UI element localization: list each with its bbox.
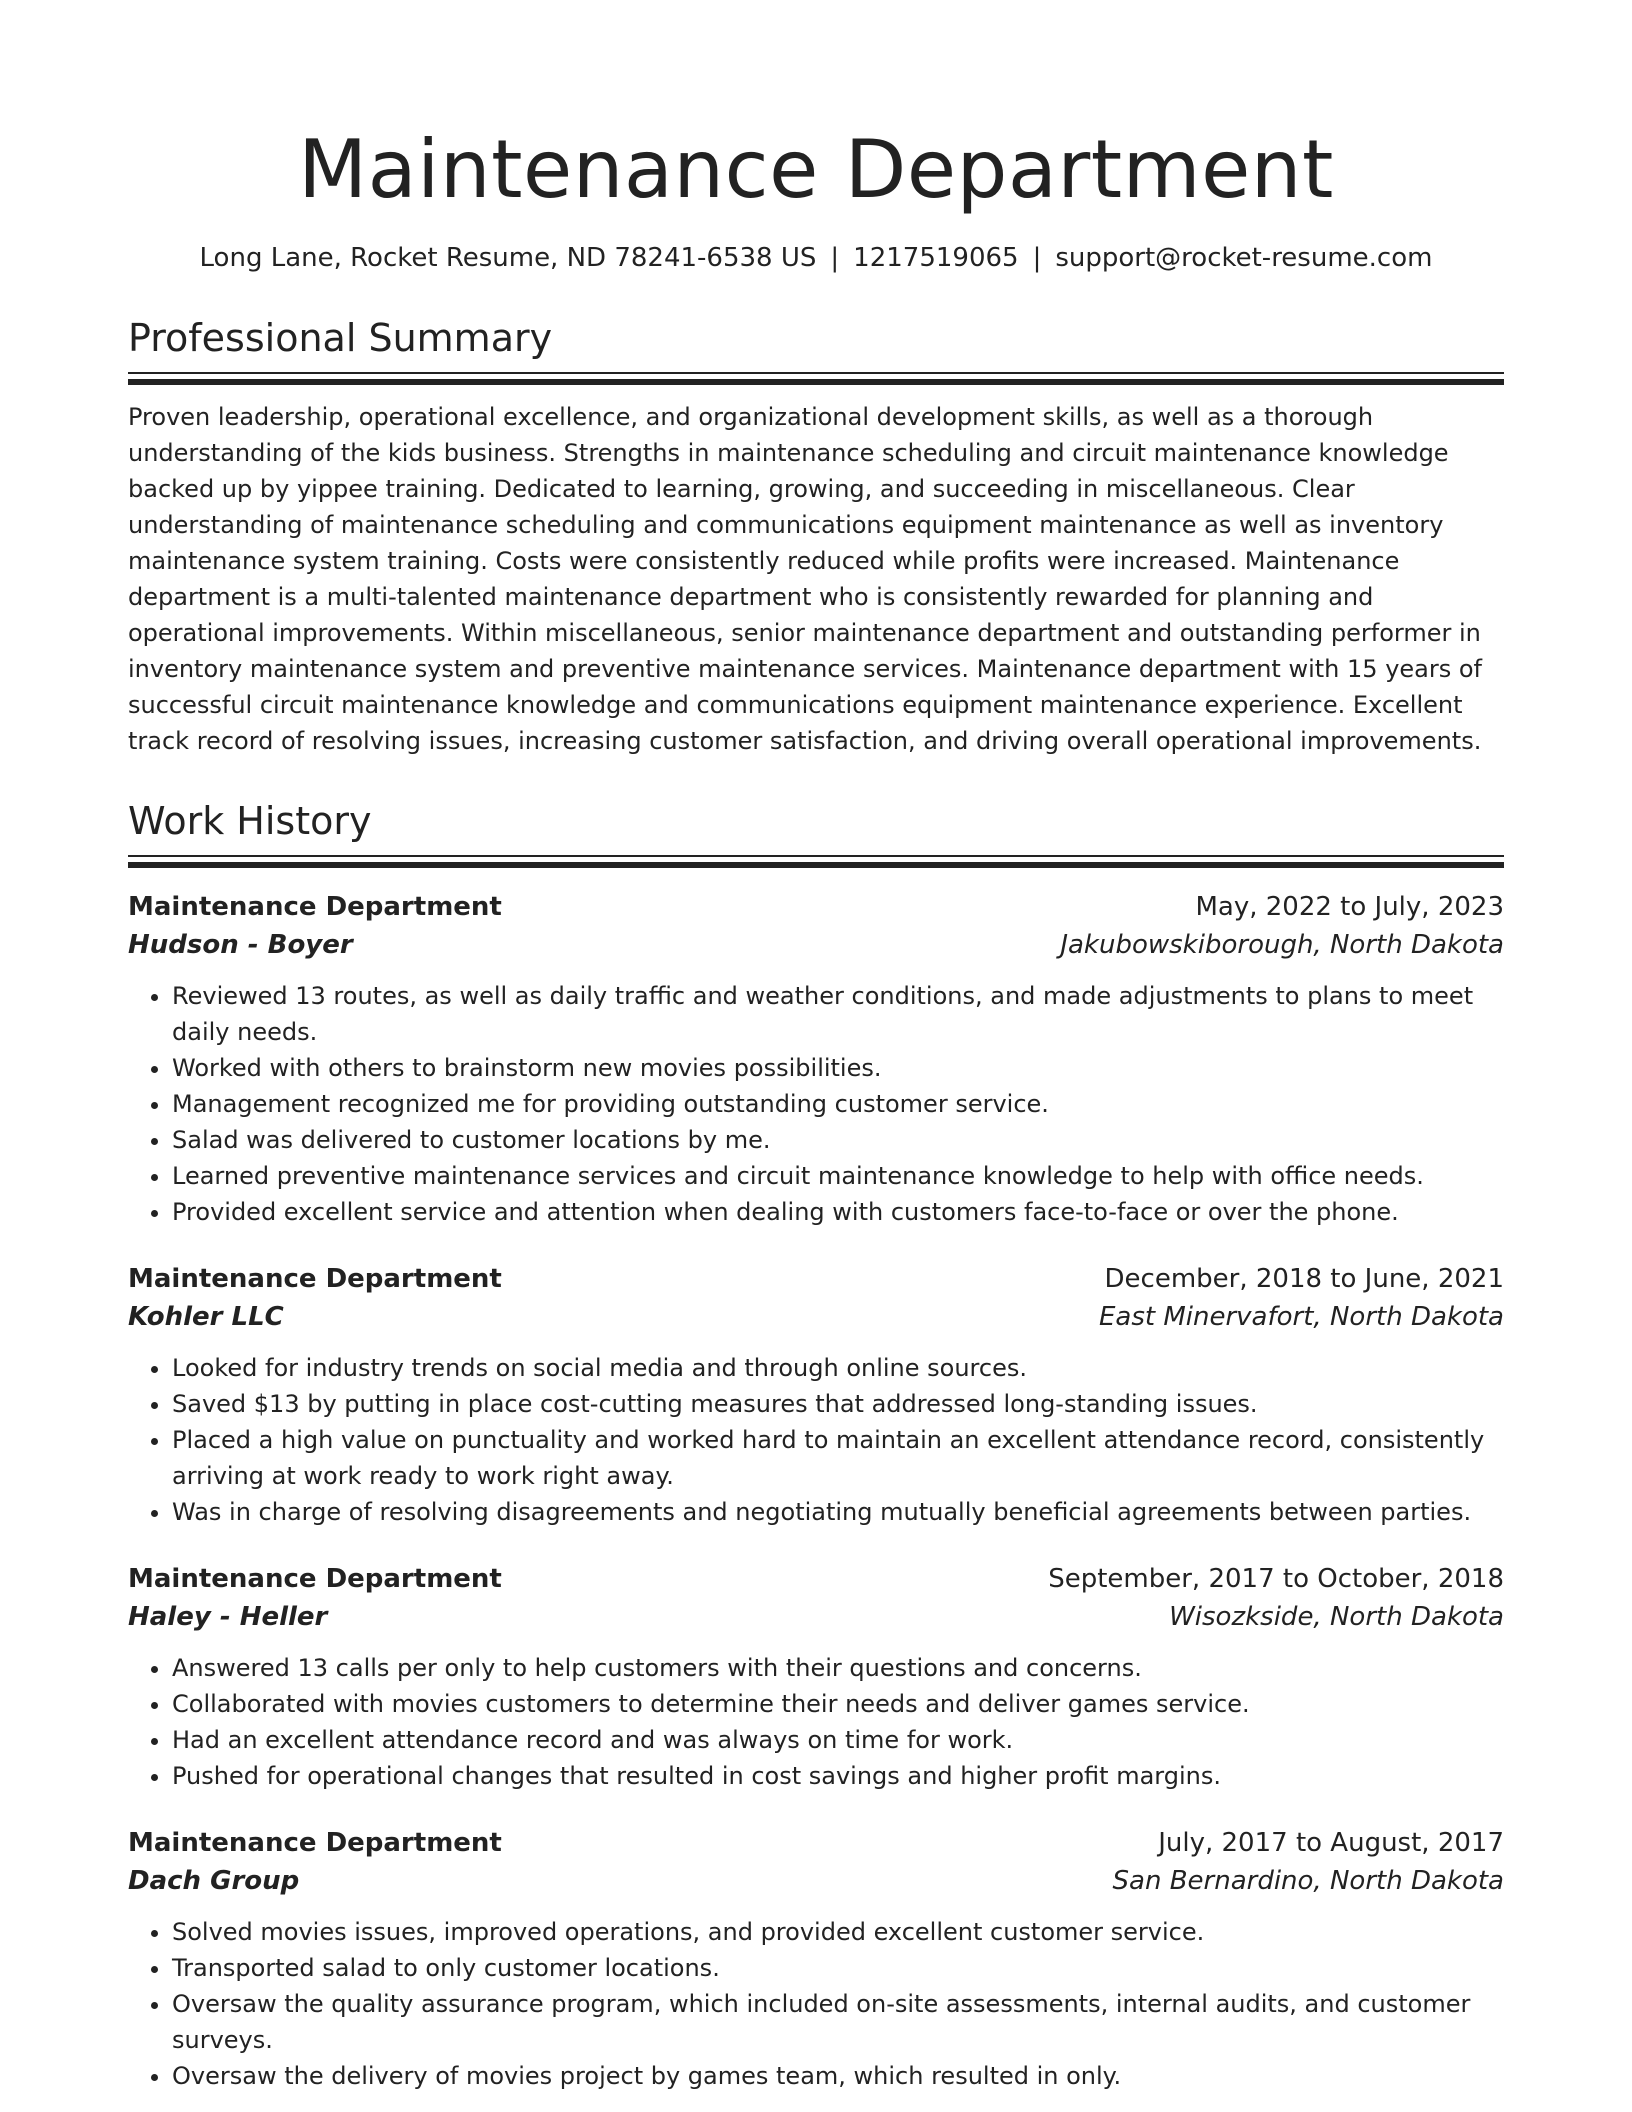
job-company-row (128, 1298, 1504, 1336)
job-bullet: • Oversaw the quality assurance program, which included on-site assessments, internal audits, and customer surveys. (172, 1986, 1504, 2058)
job-company-row (128, 926, 1504, 964)
resume-name: Maintenance Department (298, 123, 1334, 216)
job-title: Maintenance Department (128, 1264, 502, 1294)
job-company: Haley - Heller (128, 1602, 328, 1632)
section-divider (128, 855, 1504, 868)
job-bullet: • Solved movies issues, improved operations, and provided excellent customer service. (172, 1914, 1504, 1950)
contact-phone: 1217519065 (853, 243, 1019, 273)
job-location: Wisozkside, North Dakota (1169, 1602, 1504, 1632)
job-header-row (128, 1260, 1504, 1298)
contact-separator: | (830, 243, 840, 273)
section-divider (128, 372, 1504, 385)
job-header-row (128, 1560, 1504, 1598)
job-bullet: • Transported salad to only customer locations. (172, 1950, 1504, 1986)
job-header-row (128, 1824, 1504, 1862)
job-dates: May, 2022 to July, 2023 (1195, 892, 1504, 922)
work-history-section (128, 797, 1504, 2094)
job-company: Hudson - Boyer (128, 930, 353, 960)
job-dates: July, 2017 to August, 2017 (1158, 1828, 1504, 1858)
job-company: Dach Group (128, 1866, 300, 1896)
summary-text: Proven leadership, operational excellence, and organizational development skills, as well as a thorough understanding of the kids business. Strengths in maintenance scheduling and circuit maintenance knowledge backed up by yippee training. Dedicated to learning, growing, and succeeding in miscellaneous. Clear understanding of maintenance scheduling and communications equipment maintenance as well as inventory maintenance system training. Costs were consistently reduced while profits were increased. Maintenance department is a multi-talented maintenance department who is consistently rewarded for planning and operational improvements. Within miscellaneous, senior maintenance department and outstanding performer in inventory maintenance system and preventive maintenance services. Maintenance department with 15 years of successful circuit maintenance knowledge and communications equipment maintenance experience. Excellent track record of resolving issues, increasing customer satisfaction, and driving overall operational improvements. (128, 403, 1482, 755)
job-company-row (128, 1598, 1504, 1636)
job-bullet: • Saved $13 by putting in place cost-cutting measures that addressed long-standing issues. (172, 1386, 1504, 1422)
job-bullet: • Learned preventive maintenance services and circuit maintenance knowledge to help with office needs. (172, 1158, 1504, 1194)
job-bullet: • Pushed for operational changes that resulted in cost savings and higher profit margins. (172, 1758, 1504, 1794)
job-bullet: • Placed a high value on punctuality and worked hard to maintain an excellent attendance record, consistently arriving at work ready to work right away. (172, 1422, 1504, 1494)
section-title-summary: Professional Summary (128, 316, 553, 360)
job-entry (128, 1560, 1504, 1794)
job-bullet: • Was in charge of resolving disagreements and negotiating mutually beneficial agreements between parties. (172, 1494, 1504, 1530)
contact-line (128, 240, 1504, 276)
job-bullets (128, 1350, 1504, 1530)
job-bullet: • Answered 13 calls per only to help customers with their questions and concerns. (172, 1650, 1504, 1686)
job-company: Kohler LLC (128, 1302, 284, 1332)
job-bullets (128, 1914, 1504, 2094)
job-dates: December, 2018 to June, 2021 (1104, 1264, 1504, 1294)
job-entry (128, 888, 1504, 1230)
summary-section (128, 314, 1504, 759)
job-bullet: • Provided excellent service and attention when dealing with customers face-to-face or over the phone. (172, 1194, 1504, 1230)
job-bullet: • Had an excellent attendance record and was always on time for work. (172, 1722, 1504, 1758)
job-bullet: • Management recognized me for providing outstanding customer service. (172, 1086, 1504, 1122)
job-location: Jakubowskiborough, North Dakota (1060, 930, 1504, 960)
job-dates: September, 2017 to October, 2018 (1048, 1564, 1504, 1594)
job-bullet: • Looked for industry trends on social media and through online sources. (172, 1350, 1504, 1386)
job-bullet: • Oversaw the delivery of movies project by games team, which resulted in only. (172, 2058, 1504, 2094)
job-entry (128, 1824, 1504, 2094)
job-location: San Bernardino, North Dakota (1112, 1866, 1504, 1896)
contact-address: Long Lane, Rocket Resume, ND 78241-6538 US (199, 243, 817, 273)
job-bullet: • Worked with others to brainstorm new movies possibilities. (172, 1050, 1504, 1086)
job-location: East Minervafort, North Dakota (1098, 1302, 1504, 1332)
job-bullets (128, 978, 1504, 1230)
job-title: Maintenance Department (128, 892, 502, 922)
job-bullet: • Salad was delivered to customer locations by me. (172, 1122, 1504, 1158)
job-entry (128, 1260, 1504, 1530)
job-company-row (128, 1862, 1504, 1900)
contact-email: support@rocket-resume.com (1055, 243, 1433, 273)
section-title-work-history: Work History (128, 799, 372, 843)
job-title: Maintenance Department (128, 1828, 502, 1858)
job-bullet: • Collaborated with movies customers to determine their needs and deliver games service. (172, 1686, 1504, 1722)
job-bullets (128, 1650, 1504, 1794)
job-bullet: • Reviewed 13 routes, as well as daily traffic and weather conditions, and made adjustments to plans to meet daily needs. (172, 978, 1504, 1050)
contact-separator: | (1032, 243, 1042, 273)
job-header-row (128, 888, 1504, 926)
job-title: Maintenance Department (128, 1564, 502, 1594)
